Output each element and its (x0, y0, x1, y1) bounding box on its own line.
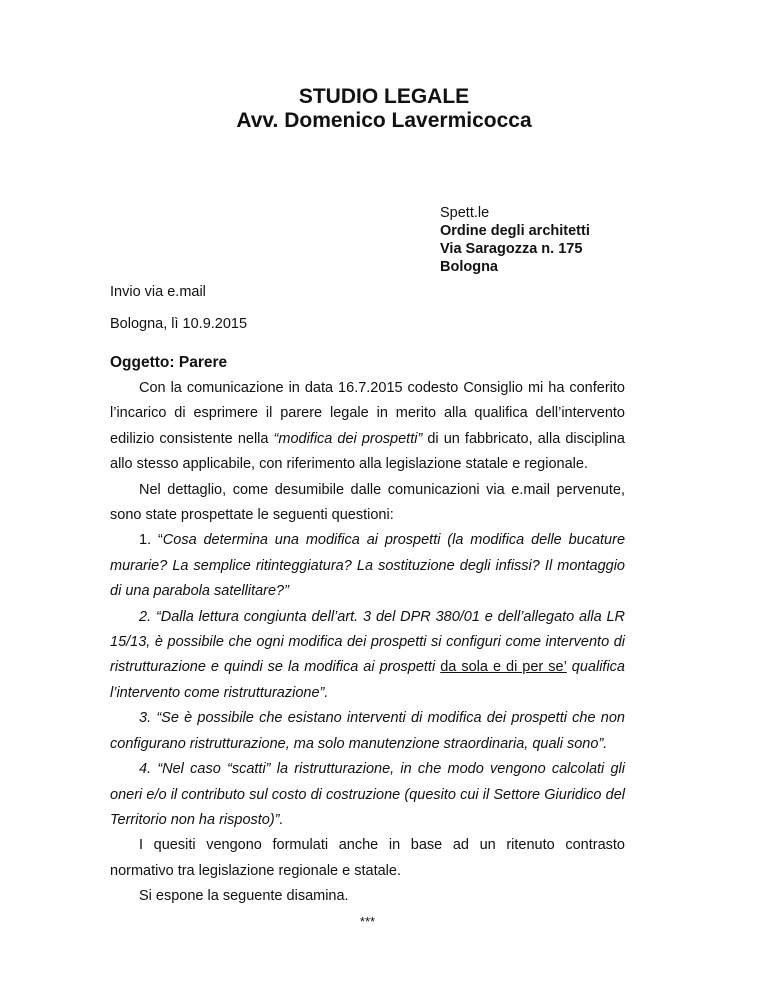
paragraph-analysis: Si espone la seguente disamina. (139, 888, 349, 905)
text-run: 1. “ (139, 532, 163, 549)
section-separator: *** (359, 913, 376, 929)
paragraph-contrast: I quesiti vengono formulati anche in base ad un ritenuto contrasto normativo tra legislazione regionale e statale. (110, 837, 625, 879)
subject-line: Oggetto: Parere (110, 354, 228, 371)
text-run-italic: qualifica l’intervento come ristrutturazione”. (110, 659, 626, 701)
question-4 (110, 757, 625, 833)
text-run: di un fabbricato, alla disciplina allo stesso applicabile, con riferimento alla legislazione statale e regionale. (110, 430, 625, 473)
paragraph-intro (110, 376, 625, 478)
lawyer-name: Avv. Domenico Lavermicocca (236, 109, 532, 132)
text-run-italic: “modifica dei prospetti” (273, 430, 423, 447)
sent-via: Invio via e.mail (110, 284, 206, 300)
letterhead (0, 85, 768, 133)
paragraph-details: Nel dettaglio, come desumibile dalle comunicazioni via e.mail pervenute, sono state prospettate le seguenti questioni: (110, 481, 625, 524)
addressee-name: Ordine degli architetti (440, 223, 590, 239)
text-run-italic: 2. “Dalla lettura congiunta dell’art. 3 del DPR 380/01 e dell’allegato alla LR 15/13, è possibile che ogni modifica dei prospetti si configuri come intervento di ristrutturazione e quindi se la modifica ai prospetti (110, 608, 625, 676)
place-date: Bologna, lì 10.9.2015 (110, 316, 248, 332)
addressee-block (440, 204, 590, 276)
question-3: 3. “Se è possibile che esistano interventi di modifica dei prospetti che non configurano ristrutturazione, ma solo manutenzione straordinaria, quali sono”. (110, 710, 625, 752)
question-2 (110, 605, 625, 707)
addressee-salutation: Spett.le (440, 205, 490, 221)
text-run-italic: 4. “Nel caso “scatti” (139, 761, 277, 778)
firm-name: STUDIO LEGALE (298, 85, 470, 108)
text-run-underlined: da sola e di per se’ (440, 659, 567, 676)
addressee-city: Bologna (440, 259, 498, 275)
letter-body (110, 353, 625, 932)
text-run-italic: la ristrutturazione, in che modo vengono calcolati gli oneri e/o il contributo sul costo di costruzione (quesito cui il Settore Giuridico del Territorio non ha risposto)”. (110, 761, 625, 828)
text-run-italic: Cosa determina una modifica ai prospetti (la modifica delle bucature murarie? La semplice ritinteggiatura? La sostituzione degli infissi? Il montaggio di una parabola satellitare?” (110, 532, 626, 600)
text-run: Con la comunicazione in data 16.7.2015 codesto Consiglio mi ha conferito l’incarico di esprimere il parere legale in merito alla qualifica dell’intervento edilizio consistente nella (110, 380, 625, 447)
addressee-street: Via Saragozza n. 175 (440, 241, 583, 257)
question-1 (110, 528, 625, 604)
